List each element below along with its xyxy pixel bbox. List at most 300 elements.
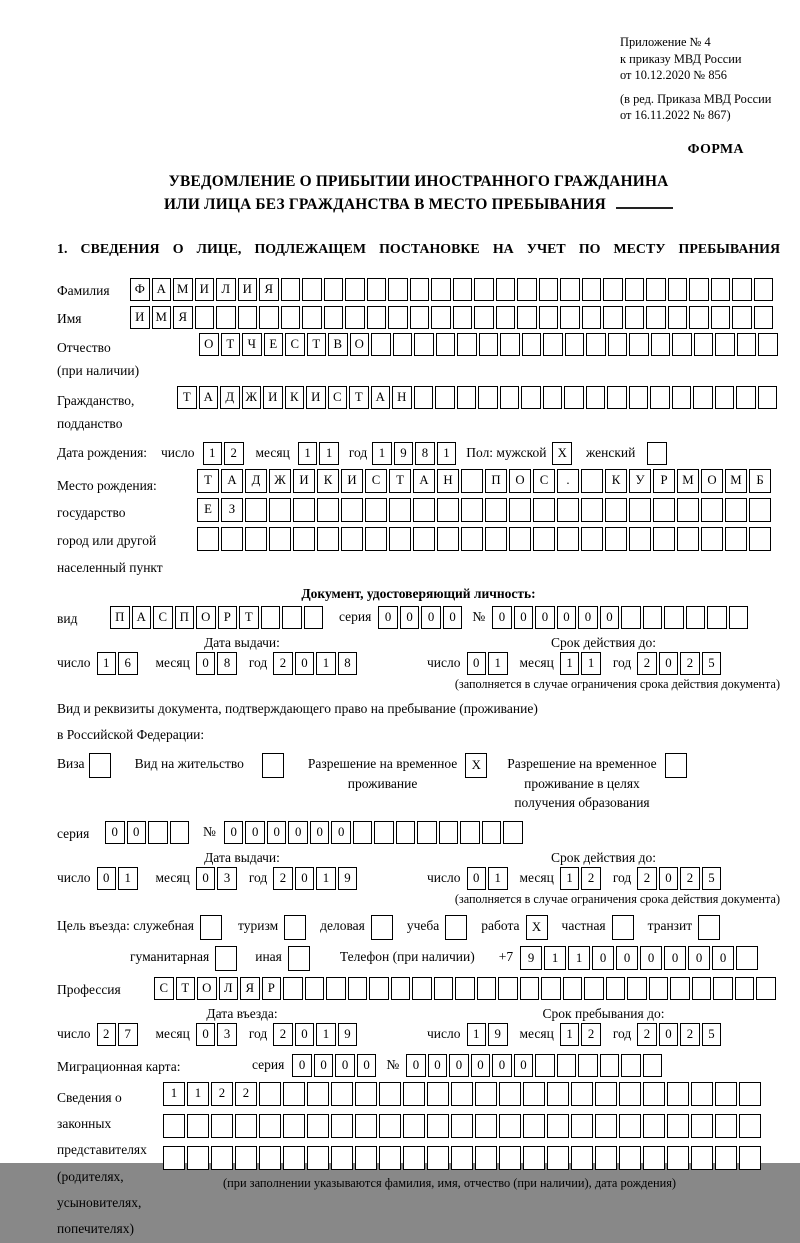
form-cell[interactable] — [269, 527, 291, 551]
form-cell[interactable] — [379, 1114, 401, 1138]
form-cell[interactable] — [461, 527, 483, 551]
form-cell[interactable] — [643, 1146, 665, 1170]
form-cell[interactable]: 1 — [163, 1082, 185, 1106]
form-cell[interactable] — [499, 1082, 521, 1106]
form-cell[interactable]: 0 — [295, 867, 315, 890]
form-cell[interactable]: 0 — [97, 867, 117, 890]
form-cell[interactable] — [393, 333, 413, 356]
form-cell[interactable] — [457, 333, 477, 356]
form-cell[interactable] — [437, 498, 459, 522]
form-cell[interactable]: 0 — [514, 1054, 534, 1077]
form-cell[interactable]: Р — [262, 977, 282, 1000]
form-cell[interactable] — [649, 977, 669, 1000]
form-cell[interactable] — [715, 333, 735, 356]
form-cell[interactable]: Е — [197, 498, 219, 522]
form-cell[interactable] — [396, 821, 416, 844]
form-cell[interactable]: Ж — [242, 386, 262, 409]
form-cell[interactable] — [455, 977, 475, 1000]
form-cell[interactable] — [578, 1054, 598, 1077]
form-cell[interactable]: Н — [437, 469, 459, 493]
form-cell[interactable]: 9 — [394, 442, 414, 465]
form-cell[interactable] — [245, 527, 267, 551]
form-cell[interactable]: А — [152, 278, 172, 301]
form-cell[interactable] — [677, 527, 699, 551]
form-cell[interactable] — [737, 333, 757, 356]
form-cell[interactable]: П — [485, 469, 507, 493]
form-cell[interactable] — [715, 386, 735, 409]
form-cell[interactable] — [391, 977, 411, 1000]
form-cell[interactable] — [403, 1146, 425, 1170]
form-cell[interactable]: 1 — [187, 1082, 209, 1106]
form-cell[interactable]: 2 — [581, 1023, 601, 1046]
form-cell[interactable] — [461, 498, 483, 522]
form-cell[interactable] — [355, 1146, 377, 1170]
form-cell[interactable] — [521, 386, 541, 409]
form-cell[interactable] — [355, 1082, 377, 1106]
form-cell[interactable] — [517, 278, 537, 301]
form-cell[interactable]: П — [110, 606, 130, 629]
form-cell[interactable]: Т — [176, 977, 196, 1000]
form-cell[interactable] — [259, 1114, 281, 1138]
form-cell[interactable]: С — [153, 606, 173, 629]
form-cell[interactable]: Т — [239, 606, 259, 629]
form-cell[interactable]: 1 — [488, 867, 508, 890]
form-cell[interactable]: О — [509, 469, 531, 493]
form-cell[interactable]: 0 — [471, 1054, 491, 1077]
form-cell[interactable]: Д — [220, 386, 240, 409]
form-cell[interactable] — [216, 306, 236, 329]
form-cell[interactable] — [496, 306, 516, 329]
form-cell[interactable] — [643, 1082, 665, 1106]
form-cell[interactable] — [413, 498, 435, 522]
form-cell[interactable]: 0 — [127, 821, 147, 844]
form-cell[interactable] — [725, 527, 747, 551]
form-cell[interactable]: 2 — [273, 867, 293, 890]
form-cell[interactable] — [651, 333, 671, 356]
form-cell[interactable]: П — [175, 606, 195, 629]
form-cell[interactable]: И — [293, 469, 315, 493]
form-cell[interactable]: С — [328, 386, 348, 409]
form-cell[interactable] — [694, 333, 714, 356]
form-cell[interactable] — [581, 527, 603, 551]
form-cell[interactable] — [475, 1082, 497, 1106]
form-cell[interactable] — [341, 527, 363, 551]
form-cell[interactable]: 3 — [217, 867, 237, 890]
form-cell[interactable] — [715, 1114, 737, 1138]
form-cell[interactable] — [369, 977, 389, 1000]
form-cell[interactable]: Т — [177, 386, 197, 409]
form-cell[interactable] — [629, 333, 649, 356]
form-cell[interactable] — [509, 498, 531, 522]
form-cell[interactable] — [215, 946, 237, 971]
form-cell[interactable] — [163, 1114, 185, 1138]
form-cell[interactable] — [324, 306, 344, 329]
form-cell[interactable]: 0 — [267, 821, 287, 844]
form-cell[interactable]: Я — [173, 306, 193, 329]
form-cell[interactable]: 0 — [295, 652, 315, 675]
form-cell[interactable] — [735, 977, 755, 1000]
form-cell[interactable]: 6 — [118, 652, 138, 675]
form-cell[interactable]: 1 — [203, 442, 223, 465]
form-cell[interactable]: 0 — [357, 1054, 377, 1077]
form-cell[interactable] — [557, 498, 579, 522]
form-cell[interactable] — [665, 753, 687, 778]
form-cell[interactable] — [413, 527, 435, 551]
form-cell[interactable] — [474, 306, 494, 329]
form-cell[interactable] — [629, 386, 649, 409]
form-cell[interactable] — [461, 469, 483, 493]
form-cell[interactable] — [692, 977, 712, 1000]
form-cell[interactable]: 2 — [273, 652, 293, 675]
form-cell[interactable] — [341, 498, 363, 522]
form-cell[interactable] — [547, 1146, 569, 1170]
form-cell[interactable] — [758, 333, 778, 356]
form-cell[interactable]: 0 — [535, 606, 555, 629]
form-cell[interactable] — [672, 333, 692, 356]
form-cell[interactable] — [479, 333, 499, 356]
form-cell[interactable]: 1 — [298, 442, 318, 465]
form-cell[interactable] — [283, 1146, 305, 1170]
form-cell[interactable] — [282, 606, 302, 629]
form-cell[interactable]: И — [195, 278, 215, 301]
form-cell[interactable] — [389, 527, 411, 551]
form-cell[interactable]: 0 — [105, 821, 125, 844]
form-cell[interactable]: А — [199, 386, 219, 409]
form-cell[interactable] — [302, 306, 322, 329]
form-cell[interactable]: 0 — [659, 652, 679, 675]
form-cell[interactable] — [485, 498, 507, 522]
form-cell[interactable]: 0 — [600, 606, 620, 629]
form-cell[interactable]: У — [629, 469, 651, 493]
form-cell[interactable] — [302, 278, 322, 301]
form-cell[interactable] — [619, 1082, 641, 1106]
form-cell[interactable]: 8 — [415, 442, 435, 465]
form-cell[interactable] — [496, 278, 516, 301]
form-cell[interactable] — [410, 306, 430, 329]
form-cell[interactable]: 0 — [335, 1054, 355, 1077]
form-cell[interactable] — [725, 498, 747, 522]
form-cell[interactable]: 1 — [560, 1023, 580, 1046]
form-cell[interactable]: Л — [216, 278, 236, 301]
form-cell[interactable]: 1 — [568, 946, 590, 970]
form-cell[interactable] — [547, 1082, 569, 1106]
form-cell[interactable] — [739, 1082, 761, 1106]
form-cell[interactable]: Е — [264, 333, 284, 356]
form-cell[interactable] — [646, 278, 666, 301]
form-cell[interactable] — [533, 498, 555, 522]
form-cell[interactable]: X — [552, 442, 572, 465]
form-cell[interactable] — [581, 469, 603, 493]
form-cell[interactable] — [365, 527, 387, 551]
form-cell[interactable] — [557, 527, 579, 551]
form-cell[interactable] — [607, 386, 627, 409]
form-cell[interactable] — [754, 306, 774, 329]
form-cell[interactable]: 0 — [295, 1023, 315, 1046]
form-cell[interactable] — [307, 1082, 329, 1106]
form-cell[interactable] — [245, 498, 267, 522]
form-cell[interactable] — [603, 278, 623, 301]
form-cell[interactable]: В — [328, 333, 348, 356]
form-cell[interactable] — [547, 1114, 569, 1138]
form-cell[interactable] — [560, 306, 580, 329]
form-cell[interactable] — [221, 527, 243, 551]
form-cell[interactable] — [543, 333, 563, 356]
form-cell[interactable] — [625, 278, 645, 301]
form-cell[interactable] — [379, 1146, 401, 1170]
form-cell[interactable] — [457, 386, 477, 409]
form-cell[interactable]: 5 — [702, 867, 722, 890]
form-cell[interactable] — [475, 1114, 497, 1138]
form-cell[interactable] — [653, 498, 675, 522]
form-cell[interactable]: И — [130, 306, 150, 329]
form-cell[interactable]: 1 — [560, 867, 580, 890]
form-cell[interactable]: 0 — [224, 821, 244, 844]
form-cell[interactable] — [715, 1146, 737, 1170]
form-cell[interactable]: 8 — [217, 652, 237, 675]
form-cell[interactable] — [571, 1146, 593, 1170]
form-cell[interactable] — [732, 278, 752, 301]
form-cell[interactable] — [517, 306, 537, 329]
form-cell[interactable] — [451, 1114, 473, 1138]
form-cell[interactable]: 2 — [224, 442, 244, 465]
form-cell[interactable] — [667, 1114, 689, 1138]
form-cell[interactable] — [520, 977, 540, 1000]
form-cell[interactable] — [259, 306, 279, 329]
form-cell[interactable] — [736, 946, 758, 970]
form-cell[interactable] — [653, 527, 675, 551]
form-cell[interactable] — [355, 1114, 377, 1138]
form-cell[interactable] — [543, 386, 563, 409]
form-cell[interactable] — [689, 306, 709, 329]
form-cell[interactable] — [670, 977, 690, 1000]
form-cell[interactable] — [571, 1082, 593, 1106]
form-cell[interactable]: X — [526, 915, 548, 940]
form-cell[interactable] — [436, 333, 456, 356]
form-cell[interactable] — [523, 1146, 545, 1170]
form-cell[interactable] — [439, 821, 459, 844]
form-cell[interactable]: . — [557, 469, 579, 493]
form-cell[interactable] — [621, 606, 641, 629]
form-cell[interactable] — [739, 1114, 761, 1138]
form-cell[interactable] — [686, 606, 706, 629]
form-cell[interactable]: К — [605, 469, 627, 493]
form-cell[interactable] — [565, 333, 585, 356]
form-cell[interactable]: И — [263, 386, 283, 409]
form-cell[interactable]: И — [238, 278, 258, 301]
form-cell[interactable] — [749, 498, 771, 522]
form-cell[interactable] — [672, 386, 692, 409]
form-cell[interactable]: 7 — [118, 1023, 138, 1046]
form-cell[interactable]: 0 — [292, 1054, 312, 1077]
form-cell[interactable]: О — [196, 606, 216, 629]
form-cell[interactable]: 0 — [196, 1023, 216, 1046]
form-cell[interactable]: Ж — [269, 469, 291, 493]
form-cell[interactable] — [732, 306, 752, 329]
form-cell[interactable] — [414, 386, 434, 409]
form-cell[interactable] — [482, 821, 502, 844]
form-cell[interactable] — [403, 1114, 425, 1138]
form-cell[interactable]: 0 — [443, 606, 463, 629]
form-cell[interactable]: 0 — [467, 867, 487, 890]
form-cell[interactable] — [371, 915, 393, 940]
form-cell[interactable] — [148, 821, 168, 844]
form-cell[interactable]: 9 — [338, 867, 358, 890]
form-cell[interactable] — [331, 1082, 353, 1106]
form-cell[interactable]: 0 — [640, 946, 662, 970]
form-cell[interactable]: 2 — [680, 1023, 700, 1046]
form-cell[interactable] — [435, 386, 455, 409]
form-cell[interactable] — [715, 1082, 737, 1106]
form-cell[interactable]: А — [371, 386, 391, 409]
form-cell[interactable]: К — [285, 386, 305, 409]
form-cell[interactable]: К — [317, 469, 339, 493]
form-cell[interactable] — [563, 977, 583, 1000]
form-cell[interactable] — [475, 1146, 497, 1170]
form-cell[interactable]: М — [725, 469, 747, 493]
form-cell[interactable]: 1 — [319, 442, 339, 465]
form-cell[interactable] — [283, 1082, 305, 1106]
form-cell[interactable] — [711, 306, 731, 329]
form-cell[interactable] — [307, 1146, 329, 1170]
form-cell[interactable]: 2 — [637, 867, 657, 890]
form-cell[interactable]: 0 — [314, 1054, 334, 1077]
form-cell[interactable] — [367, 278, 387, 301]
form-cell[interactable]: 0 — [196, 652, 216, 675]
form-cell[interactable] — [474, 278, 494, 301]
form-cell[interactable] — [647, 442, 667, 465]
form-cell[interactable] — [427, 1082, 449, 1106]
form-cell[interactable]: 0 — [514, 606, 534, 629]
form-cell[interactable] — [509, 527, 531, 551]
form-cell[interactable] — [582, 278, 602, 301]
form-cell[interactable] — [643, 606, 663, 629]
form-cell[interactable]: О — [197, 977, 217, 1000]
form-cell[interactable] — [758, 386, 778, 409]
form-cell[interactable] — [211, 1114, 233, 1138]
form-cell[interactable] — [677, 498, 699, 522]
form-cell[interactable] — [211, 1146, 233, 1170]
form-cell[interactable] — [269, 498, 291, 522]
form-cell[interactable] — [523, 1082, 545, 1106]
form-cell[interactable] — [701, 527, 723, 551]
form-cell[interactable]: 0 — [616, 946, 638, 970]
form-cell[interactable] — [736, 386, 756, 409]
form-cell[interactable] — [539, 306, 559, 329]
form-cell[interactable] — [643, 1114, 665, 1138]
form-cell[interactable]: 0 — [557, 606, 577, 629]
form-cell[interactable]: 2 — [581, 867, 601, 890]
form-cell[interactable] — [261, 606, 281, 629]
form-cell[interactable]: М — [152, 306, 172, 329]
form-cell[interactable] — [353, 821, 373, 844]
form-cell[interactable] — [691, 1114, 713, 1138]
form-cell[interactable] — [500, 386, 520, 409]
form-cell[interactable] — [478, 386, 498, 409]
form-cell[interactable] — [326, 977, 346, 1000]
form-cell[interactable] — [453, 306, 473, 329]
form-cell[interactable] — [605, 498, 627, 522]
form-cell[interactable] — [235, 1114, 257, 1138]
form-cell[interactable] — [603, 306, 623, 329]
form-cell[interactable] — [427, 1146, 449, 1170]
form-cell[interactable]: 0 — [310, 821, 330, 844]
form-cell[interactable]: 0 — [664, 946, 686, 970]
form-cell[interactable] — [498, 977, 518, 1000]
form-cell[interactable]: О — [350, 333, 370, 356]
form-cell[interactable] — [595, 1114, 617, 1138]
form-cell[interactable] — [293, 527, 315, 551]
form-cell[interactable]: М — [677, 469, 699, 493]
form-cell[interactable]: О — [701, 469, 723, 493]
form-cell[interactable]: 3 — [217, 1023, 237, 1046]
form-cell[interactable] — [608, 333, 628, 356]
form-cell[interactable]: С — [533, 469, 555, 493]
form-cell[interactable] — [756, 977, 776, 1000]
form-cell[interactable] — [431, 278, 451, 301]
form-cell[interactable] — [541, 977, 561, 1000]
form-cell[interactable]: Д — [245, 469, 267, 493]
form-cell[interactable]: 8 — [338, 652, 358, 675]
form-cell[interactable] — [499, 1146, 521, 1170]
form-cell[interactable] — [619, 1146, 641, 1170]
form-cell[interactable]: С — [365, 469, 387, 493]
form-cell[interactable] — [668, 306, 688, 329]
form-cell[interactable]: 0 — [659, 867, 679, 890]
form-cell[interactable] — [187, 1114, 209, 1138]
form-cell[interactable] — [477, 977, 497, 1000]
form-cell[interactable]: 2 — [680, 867, 700, 890]
form-cell[interactable] — [522, 333, 542, 356]
form-cell[interactable]: С — [154, 977, 174, 1000]
form-cell[interactable] — [664, 606, 684, 629]
form-cell[interactable] — [539, 278, 559, 301]
form-cell[interactable] — [345, 278, 365, 301]
form-cell[interactable] — [414, 333, 434, 356]
form-cell[interactable]: 0 — [592, 946, 614, 970]
form-cell[interactable] — [288, 946, 310, 971]
form-cell[interactable] — [305, 977, 325, 1000]
form-cell[interactable] — [667, 1082, 689, 1106]
form-cell[interactable]: 2 — [637, 652, 657, 675]
form-cell[interactable] — [627, 977, 647, 1000]
form-cell[interactable] — [417, 821, 437, 844]
form-cell[interactable]: Л — [219, 977, 239, 1000]
form-cell[interactable]: 0 — [449, 1054, 469, 1077]
form-cell[interactable] — [348, 977, 368, 1000]
form-cell[interactable] — [389, 498, 411, 522]
form-cell[interactable]: 1 — [316, 652, 336, 675]
form-cell[interactable]: Я — [259, 278, 279, 301]
form-cell[interactable]: И — [341, 469, 363, 493]
form-cell[interactable]: 1 — [372, 442, 392, 465]
form-cell[interactable] — [643, 1054, 663, 1077]
form-cell[interactable] — [693, 386, 713, 409]
form-cell[interactable] — [600, 1054, 620, 1077]
form-cell[interactable] — [388, 278, 408, 301]
form-cell[interactable]: А — [221, 469, 243, 493]
form-cell[interactable] — [374, 821, 394, 844]
form-cell[interactable]: Ф — [130, 278, 150, 301]
form-cell[interactable]: Ч — [242, 333, 262, 356]
form-cell[interactable] — [259, 1146, 281, 1170]
form-cell[interactable]: 0 — [378, 606, 398, 629]
form-cell[interactable] — [606, 977, 626, 1000]
form-cell[interactable] — [197, 527, 219, 551]
form-cell[interactable] — [668, 278, 688, 301]
form-cell[interactable] — [283, 1114, 305, 1138]
form-cell[interactable] — [701, 498, 723, 522]
form-cell[interactable] — [564, 386, 584, 409]
